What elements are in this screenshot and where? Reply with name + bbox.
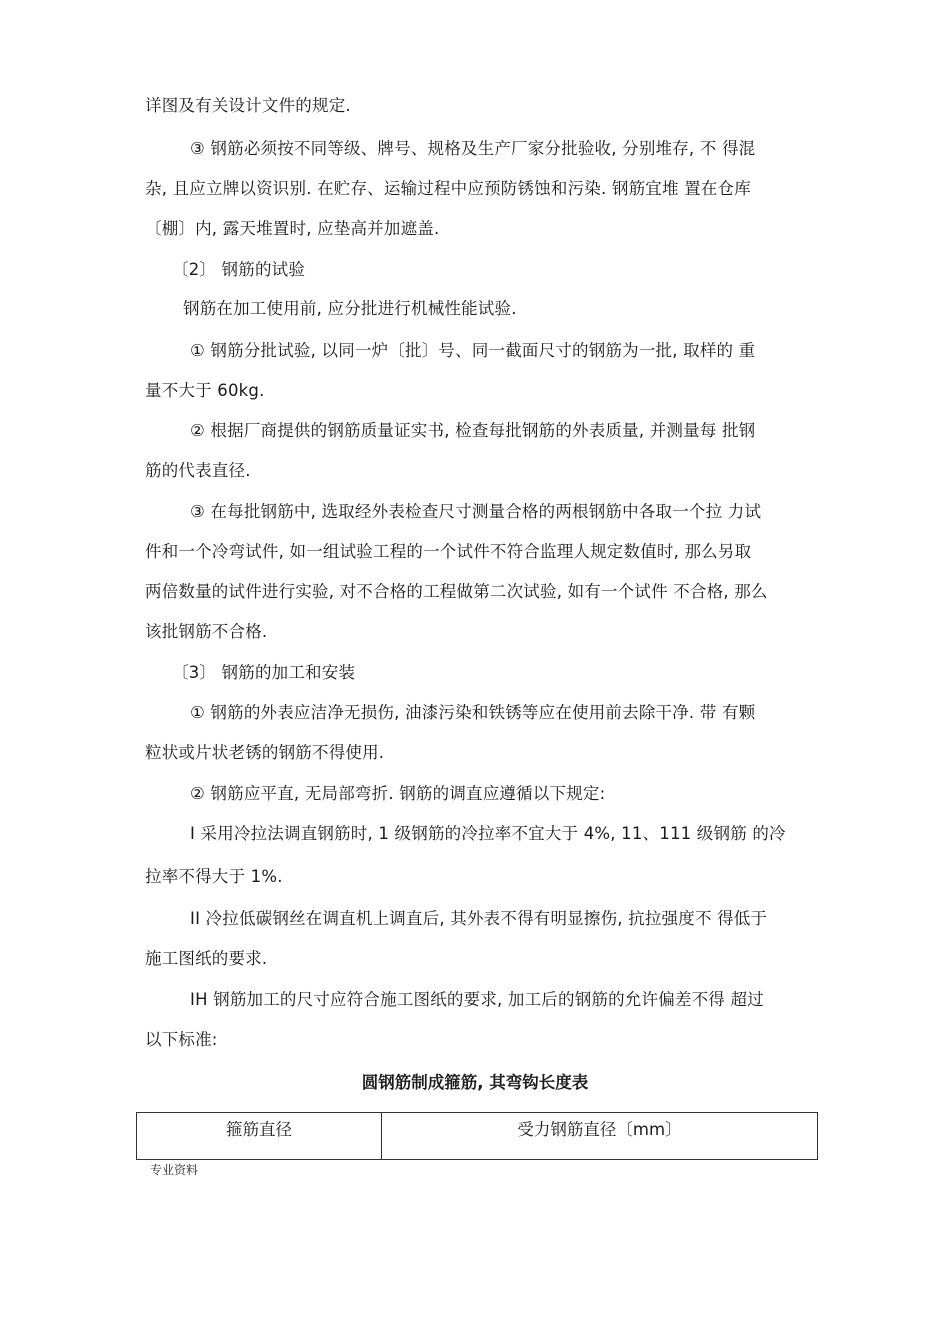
text-line: 量不大于 60kg.	[145, 381, 265, 400]
section-heading: 〔3〕 钢筋的加工和安装	[172, 663, 356, 682]
text-line: 钢筋在加工使用前, 应分批进行机械性能试验.	[183, 299, 517, 318]
table-header-row	[137, 1113, 818, 1160]
text-line: 〔棚〕内, 露天堆置时, 应垫高并加遮盖.	[145, 219, 440, 238]
text-line: 施工图纸的要求.	[145, 949, 268, 968]
text-line: 件和一个冷弯试件, 如一组试验工程的一个试件不符合监理人规定数值时, 那么另取	[145, 542, 752, 561]
text-line: ② 钢筋应平直, 无局部弯折. 钢筋的调直应遵循以下规定:	[190, 784, 606, 803]
text-line: 该批钢筋不合格.	[145, 622, 268, 641]
hook-length-table	[136, 1112, 818, 1160]
text-line: ② 根据厂商提供的钢筋质量证实书, 检查每批钢筋的外表质量, 并测量每 批钢	[190, 421, 756, 440]
text-line: 粒状或片状老锈的钢筋不得使用.	[145, 743, 385, 762]
text-line: 详图及有关设计文件的规定.	[145, 96, 351, 115]
text-line: 两倍数量的试件进行实验, 对不合格的工程做第二次试验, 如有一个试件 不合格, 那么	[145, 582, 768, 601]
text-line: ① 钢筋分批试验, 以同一炉〔批〕号、同一截面尺寸的钢筋为一批, 取样的 重	[190, 341, 756, 360]
table-header-cell: 受力钢筋直径〔mm〕	[382, 1113, 818, 1160]
text-line: ③ 钢筋必须按不同等级、牌号、规格及生产厂家分批验收, 分别堆存, 不 得混	[190, 139, 756, 158]
text-line: ③ 在每批钢筋中, 选取经外表检查尺寸测量合格的两根钢筋中各取一个拉 力试	[190, 502, 762, 521]
text-line: 以下标准:	[145, 1030, 218, 1049]
text-line: II 冷拉低碳钢丝在调直机上调直后, 其外表不得有明显擦伤, 抗拉强度不 得低于	[190, 909, 768, 928]
table-header-cell: 箍筋直径	[137, 1113, 382, 1160]
text-line: I 采用冷拉法调直钢筋时, 1 级钢筋的冷拉率不宜大于 4%, 11、111 级钢筋 的冷	[190, 824, 786, 843]
table-caption: 圆钢筋制成箍筋, 其弯钩长度表	[361, 1073, 589, 1092]
text-line: 拉率不得大于 1%.	[145, 867, 283, 886]
text-line: IH 钢筋加工的尺寸应符合施工图纸的要求, 加工后的钢筋的允许偏差不得 超过	[190, 990, 764, 1009]
section-heading: 〔2〕 钢筋的试验	[172, 260, 306, 279]
text-line: 筋的代表直径.	[145, 461, 251, 480]
text-line: 杂, 且应立牌以资识别. 在贮存、运输过程中应预防锈蚀和污染. 钢筋宜堆 置在仓库	[145, 179, 751, 198]
page-footer: 专业资料	[150, 1163, 199, 1177]
text-line: ① 钢筋的外表应洁净无损伤, 油漆污染和铁锈等应在使用前去除干净. 带 有颗	[190, 703, 756, 722]
